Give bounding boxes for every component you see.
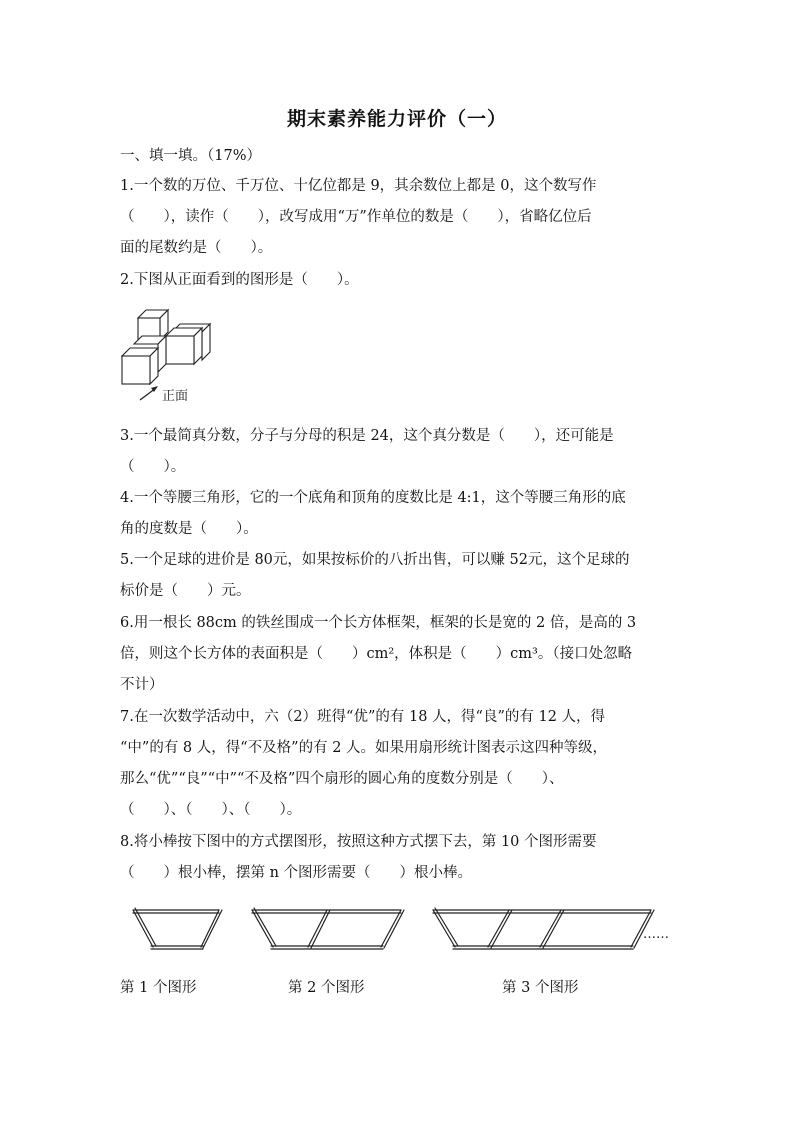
- q5-line-2: 标价是（ ）元。: [120, 583, 251, 599]
- q5-line-1: 5.一个足球的进价是 80元，如果按标价的八折出售，可以赚 52元，这个足球的: [120, 552, 630, 568]
- q8-line-1: 8.将小棒按下图中的方式摆图形，按照这种方式摆下去，第 10 个图形需要: [120, 834, 597, 850]
- stick-pattern-figure: [115, 900, 685, 960]
- q3-line-2: （ ）。: [120, 459, 186, 475]
- q6-line-1: 6.用一根长 88cm 的铁丝围成一个长方体框架，框架的长是宽的 2 倍，是高的 3: [120, 615, 637, 631]
- q7-line-2: “中”的有 8 人，得“不及格”的有 2 人。如果用扇形统计图表示这四种等级，: [120, 740, 608, 756]
- cube-front-left-front: [122, 356, 150, 384]
- q4-line-1: 4.一个等腰三角形，它的一个底角和顶角的度数比是 4:1，这个等腰三角形的底: [120, 490, 626, 506]
- page-title: 期末素养能力评价（一）: [286, 108, 507, 130]
- q1-line-3: 面的尾数约是（ ）。: [120, 240, 273, 256]
- pattern-figure-1: [133, 908, 222, 949]
- pattern-ellipsis: ……: [643, 927, 669, 942]
- cube-stack-figure: [118, 300, 228, 410]
- q7-line-1: 7.在一次数学活动中，六（2）班得“优”的有 18 人，得“良”的有 12 人，得: [120, 709, 606, 725]
- caption-figure-3: 第 3 个图形: [502, 980, 579, 996]
- q4-line-2: 角的度数是（ ）。: [120, 521, 258, 537]
- view-direction-label: 正面: [162, 389, 189, 404]
- pattern-figure-2: [252, 908, 404, 949]
- q7-line-3: 那么“优”“良”“中”“不及格”四个扇形的圆心角的度数分别是（ ）、: [120, 771, 564, 787]
- q6-line-2: 倍，则这个长方体的表面积是（ ）cm²，体积是（ ）cm³。（接口处忽略: [120, 646, 633, 662]
- pattern-figure-3: [433, 908, 654, 949]
- caption-figure-2: 第 2 个图形: [288, 980, 365, 996]
- q1-line-1: 1.一个数的万位、千万位、十亿位都是 9，其余数位上都是 0，这个数写作: [120, 178, 597, 194]
- q1-line-2: （ ），读作（ ），改写成用“万”作单位的数是（ ），省略亿位后: [120, 209, 592, 225]
- caption-figure-1: 第 1 个图形: [120, 980, 197, 996]
- q3-line-1: 3.一个最简真分数，分子与分母的积是 24，这个真分数是（ ），还可能是: [120, 428, 614, 444]
- section-heading: 一、填一填。（17%）: [120, 148, 261, 164]
- cube-front-right-front: [166, 336, 194, 364]
- q6-line-3: 不计）: [120, 677, 164, 693]
- q8-line-2: （ ）根小棒，摆第 n 个图形需要（ ）根小棒。: [120, 865, 473, 881]
- q2-line-1: 2.下图从正面看到的图形是（ ）。: [120, 272, 359, 288]
- q7-line-4: （ ）、（ ）、（ ）。: [120, 802, 302, 818]
